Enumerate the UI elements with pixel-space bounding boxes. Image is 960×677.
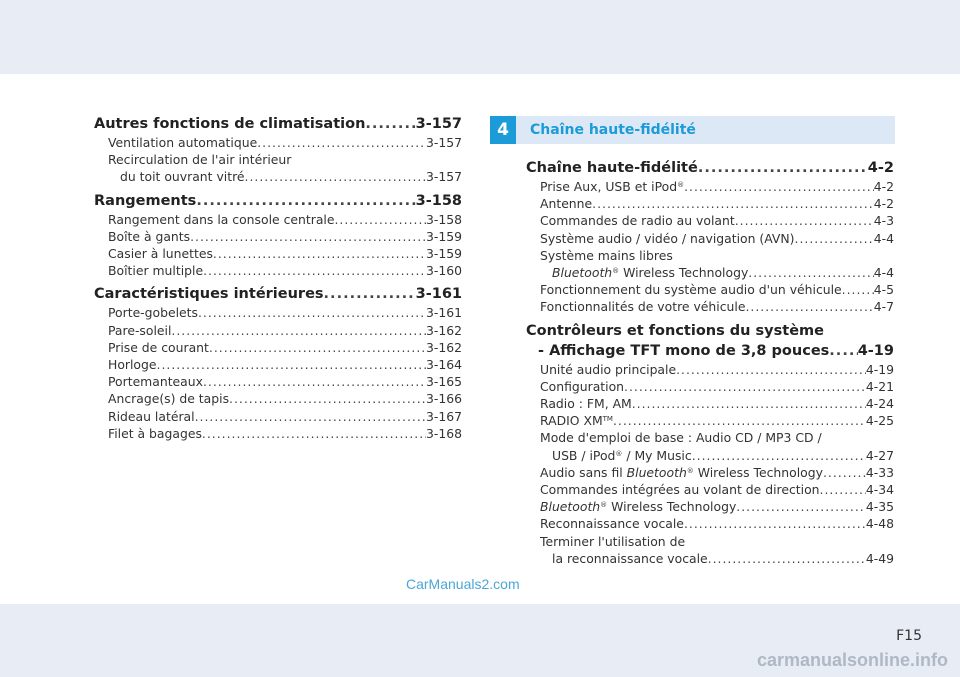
toc-entry[interactable]: Horloge ..... 3-164 xyxy=(108,356,462,373)
toc-entry[interactable]: Filet à bagages ..... 3-168 xyxy=(108,425,462,442)
toc-entry[interactable]: Bluetooth® Wireless Technology ..... 4-4 xyxy=(552,264,894,281)
toc-entry[interactable]: Système audio / vidéo / navigation (AVN) ..... 4-4 xyxy=(540,230,894,247)
toc-entry[interactable]: Porte-gobelets ..... 3-161 xyxy=(108,304,462,321)
toc-entry[interactable]: Bluetooth® Wireless Technology ..... 4-35 xyxy=(540,498,894,515)
watermark-text: CarManuals2.com xyxy=(406,576,520,592)
toc-entry[interactable]: Commandes de radio au volant ..... 4-3 xyxy=(540,212,894,229)
toc-left-column xyxy=(94,114,462,442)
toc-entry[interactable]: Ancrage(s) de tapis ..... 3-166 xyxy=(108,390,462,407)
toc-entry[interactable]: Audio sans fil Bluetooth® Wireless Technology ..... 4-33 xyxy=(540,464,894,481)
toc-entry[interactable]: Rangement dans la console centrale ..... 3-158 xyxy=(108,211,462,228)
toc-entry[interactable]: du toit ouvrant vitré ..... 3-157 xyxy=(120,168,462,185)
footer-watermark: carmanualsonline.info xyxy=(756,650,948,670)
toc-entry[interactable]: Prise Aux, USB et iPod® ..... 4-2 xyxy=(540,178,894,195)
toc-section-title[interactable]: Chaîne haute-fidélité ..... 4-2 xyxy=(526,158,894,178)
toc-entry[interactable]: USB / iPod® / My Music ..... 4-27 xyxy=(552,447,894,464)
toc-entry[interactable]: Mode d'emploi de base : Audio CD / MP3 CD / xyxy=(540,430,822,446)
toc-entry[interactable]: Rideau latéral ..... 3-167 xyxy=(108,408,462,425)
toc-entry[interactable]: Terminer l'utilisation de xyxy=(540,533,686,549)
toc-entry[interactable]: Commandes intégrées au volant de direction ..... 4-34 xyxy=(540,481,894,498)
toc-entry[interactable]: Pare-soleil ..... 3-162 xyxy=(108,322,462,339)
toc-entry[interactable]: la reconnaissance vocale ..... 4-49 xyxy=(552,550,894,567)
toc-right-column xyxy=(526,158,894,567)
toc-entry[interactable]: Système mains libres xyxy=(540,247,673,263)
chapter-header xyxy=(490,116,895,144)
toc-entry[interactable]: Fonctionnalités de votre véhicule ..... 4-7 xyxy=(540,298,894,315)
toc-entry[interactable]: RADIO XM™ ..... 4-25 xyxy=(540,412,894,429)
chapter-number-badge: 4 xyxy=(490,116,516,144)
toc-entry[interactable]: Antenne ..... 4-2 xyxy=(540,195,894,212)
toc-entry[interactable]: Unité audio principale ..... 4-19 xyxy=(540,361,894,378)
toc-section-title[interactable]: Contrôleurs et fonctions du système xyxy=(526,322,824,339)
toc-section-title[interactable]: Caractéristiques intérieures ..... 3-161 xyxy=(94,284,462,304)
toc-entry[interactable]: Ventilation automatique ..... 3-157 xyxy=(108,134,462,151)
toc-section-title[interactable]: Autres fonctions de climatisation ..... 3-157 xyxy=(94,114,462,134)
toc-entry[interactable]: Fonctionnement du système audio d'un véhicule ..... 4-5 xyxy=(540,281,894,298)
toc-section-title[interactable]: Rangements ..... 3-158 xyxy=(94,191,462,211)
toc-entry[interactable]: Radio : FM, AM ..... 4-24 xyxy=(540,395,894,412)
toc-entry[interactable]: Reconnaissance vocale ..... 4-48 xyxy=(540,515,894,532)
toc-entry[interactable]: Boîte à gants ..... 3-159 xyxy=(108,228,462,245)
toc-entry[interactable]: Casier à lunettes ..... 3-159 xyxy=(108,245,462,262)
toc-page xyxy=(0,74,960,604)
chapter-title: Chaîne haute-fidélité xyxy=(530,122,696,138)
toc-entry[interactable]: Boîtier multiple ..... 3-160 xyxy=(108,262,462,279)
toc-entry[interactable]: Configuration ..... 4-21 xyxy=(540,378,894,395)
toc-entry[interactable]: Recirculation de l'air intérieur xyxy=(108,152,292,168)
toc-entry[interactable]: Portemanteaux ..... 3-165 xyxy=(108,373,462,390)
toc-entry[interactable]: Prise de courant ..... 3-162 xyxy=(108,339,462,356)
page-folio: F15 xyxy=(896,628,922,644)
toc-section-title[interactable]: - Affichage TFT mono de 3,8 pouces ..... 4-19 xyxy=(538,341,894,361)
